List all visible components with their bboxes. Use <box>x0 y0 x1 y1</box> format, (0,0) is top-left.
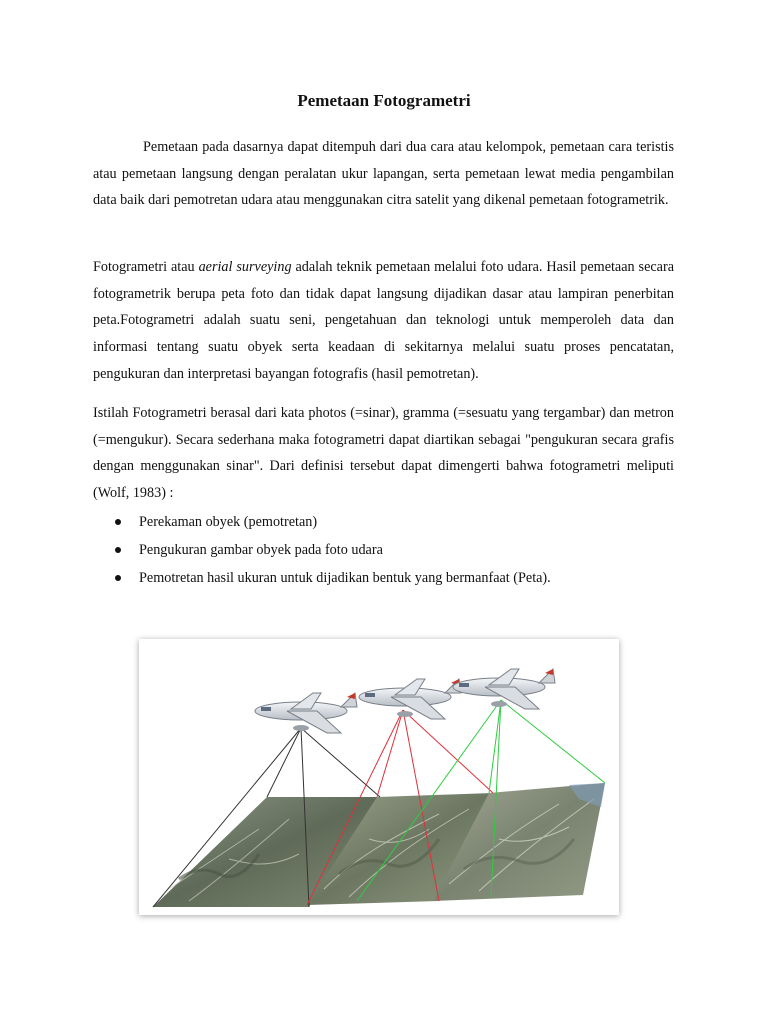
aerial-photogrammetry-figure <box>139 639 619 915</box>
bullet-icon <box>115 547 121 553</box>
aerial-surveying-term: aerial surveying <box>198 259 292 275</box>
list-item <box>93 508 674 536</box>
paragraph-definition-rest: adalah teknik pemetaan melalui foto udara. Hasil pemetaan secara fotogrametrik berupa peta foto dan tidak dapat langsung dijadikan dasar atau lampiran penerbitan peta.Fotogrametri adalah suatu seni, pengetahuan dan teknologi untuk memperoleh data dan informasi tentang suatu obyek serta keadaan di sekitarnya melalui suatu proses pencatatan, pengukuran dan interpretasi bayangan fotografis (hasil pemotretan). <box>93 259 674 382</box>
airplane-icon <box>453 669 555 709</box>
list-item <box>93 536 674 564</box>
paragraph-etymology: Istilah Fotogrametri berasal dari kata photos (=sinar), gramma (=sesuatu yang tergambar) dan metron (=mengukur). Secara sederhana maka fotogrametri dapat diartikan sebagai "pengukuran secara grafis dengan menggunakan sinar". Dari definisi tersebut dapat dimengerti bahwa fotogrametri meliputi (Wolf, 1983) : <box>93 405 674 502</box>
airplane-icon <box>255 693 357 733</box>
page-title: Pemetaan Fotogrametri <box>297 91 471 110</box>
list-item <box>93 564 674 592</box>
list-item-text: Pemotretan hasil ukuran untuk dijadikan bentuk yang bermanfaat (Peta). <box>139 570 551 586</box>
bullet-list <box>93 508 674 592</box>
aerial-photogrammetry-illustration <box>139 639 619 915</box>
list-item-text: Perekaman obyek (pemotretan) <box>139 514 318 530</box>
list-item-text: Pengukuran gambar obyek pada foto udara <box>139 542 383 558</box>
paragraph-intro: Pemetaan pada dasarnya dapat ditempuh dari dua cara atau kelompok, pemetaan cara teristis atau pemetaan langsung dengan peralatan ukur lapangan, serta pemetaan lewat media pengambilan data baik dari pemotretan udara atau menggunakan citra satelit yang dikenal pemetaan fotogrametrik. <box>93 139 674 209</box>
bullet-icon <box>115 575 121 581</box>
paragraph-definition <box>93 254 674 388</box>
paragraph-definition-lead: Fotogrametri atau <box>93 259 199 275</box>
airplane-icon <box>359 679 461 719</box>
bullet-icon <box>115 519 121 525</box>
